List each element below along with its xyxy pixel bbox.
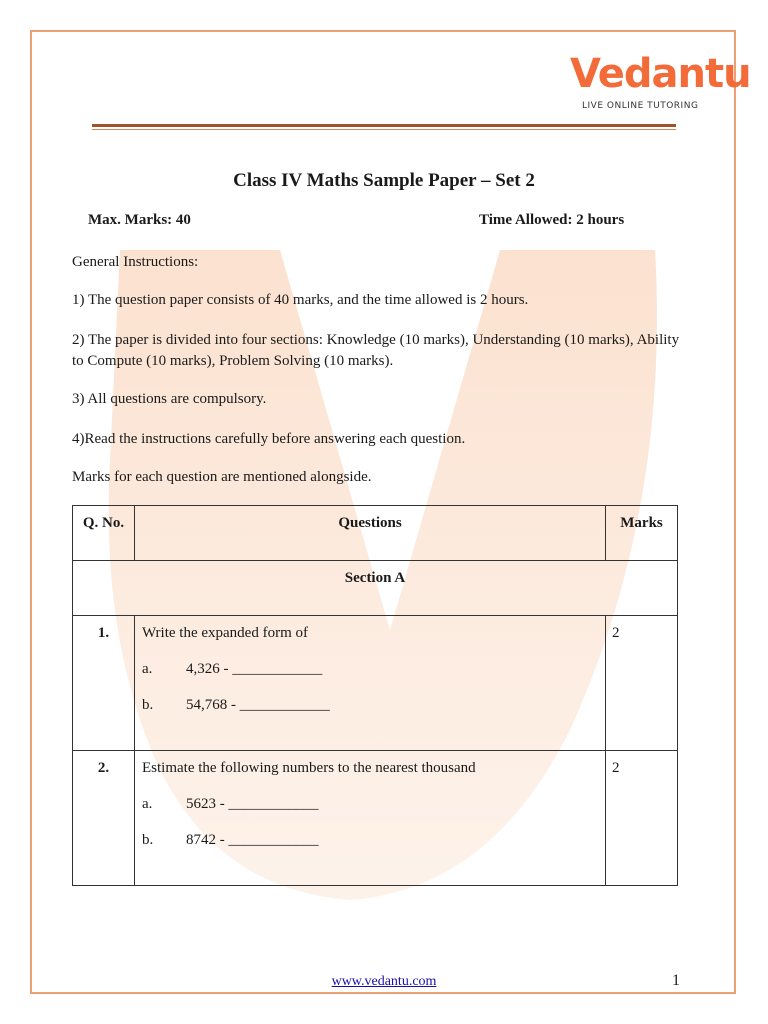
option-b: b. 54,768 - ____________ (142, 697, 330, 713)
table-header-row (73, 506, 678, 561)
question-number: 1. (97, 625, 110, 641)
option-a: a. 5623 - ____________ (142, 796, 319, 812)
marks-note: Marks for each question are mentioned alongside. (72, 469, 372, 485)
section-row (73, 561, 678, 616)
header-marks: Marks (620, 515, 663, 531)
logo-tagline: LIVE ONLINE TUTORING (582, 101, 699, 111)
instruction-item-2: 2) The paper is divided into four sections: Knowledge (10 marks), Understanding (10 marks), Ability to Compute (10 marks), Problem Solving (10 marks). (72, 332, 680, 369)
question-marks: 2 (612, 625, 620, 641)
instruction-item-4: 4)Read the instructions carefully before answering each question. (72, 431, 466, 447)
question-number: 2. (97, 760, 110, 776)
section-label: Section A (344, 570, 406, 586)
header-qno: Q. No. (82, 515, 125, 531)
logo-wordmark: Vedantu (570, 51, 751, 97)
table-row (73, 751, 678, 886)
footer-website-link[interactable]: www.vedantu.com (331, 974, 437, 989)
paper-title: Class IV Maths Sample Paper – Set 2 (233, 170, 535, 191)
header-questions: Questions (338, 515, 402, 531)
time-allowed: Time Allowed: 2 hours (479, 212, 625, 228)
instruction-item-1: 1) The question paper consists of 40 marks, and the time allowed is 2 hours. (72, 292, 529, 308)
option-b: b. 8742 - ____________ (142, 832, 319, 848)
table-row (73, 616, 678, 751)
page-number: 1 (672, 972, 680, 989)
question-text: Estimate the following numbers to the nearest thousand (142, 760, 476, 776)
option-a: a. 4,326 - ____________ (142, 661, 323, 677)
instructions-heading: General Instructions: (72, 254, 199, 270)
max-marks: Max. Marks: 40 (88, 212, 191, 228)
instruction-item-3: 3) All questions are compulsory. (72, 391, 267, 407)
question-marks: 2 (612, 760, 620, 776)
question-text: Write the expanded form of (142, 625, 308, 641)
questions-table (72, 505, 678, 886)
